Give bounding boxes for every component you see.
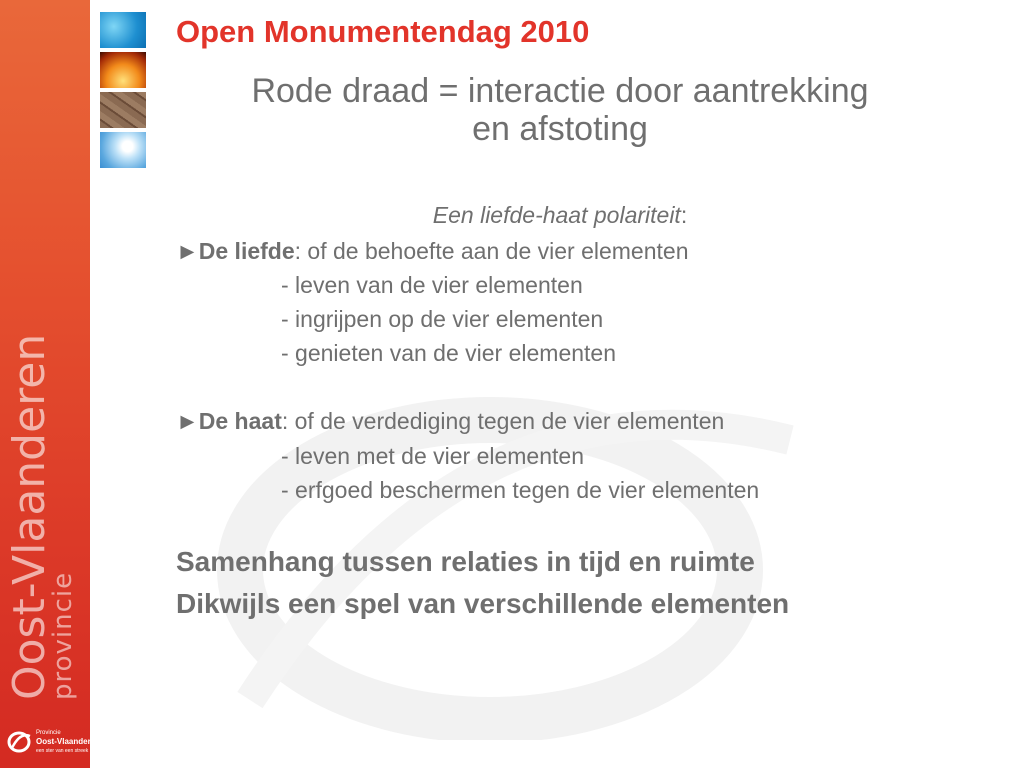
hate-item: - erfgoed beschermen tegen de vier elementen [281,477,760,503]
love-item: - genieten van de vier elementen [281,340,616,366]
love-description: : of de behoefte aan de vier elementen [294,238,689,264]
sidebar-word-oost-vlaanderen: Oost-Vlaanderen [4,333,55,700]
love-heading [176,238,688,265]
logo-line-1: Provincie [36,730,61,736]
logo-swirl-icon [6,728,34,756]
subtitle-line-1: Rode draad = interactie door aantrekking [251,72,869,110]
slide-subtitle [160,72,960,148]
logo-line-2: Oost-Vlaanderen [36,737,101,746]
fire-thumbnail [100,52,146,88]
love-item: - leven van de vier elementen [281,272,583,298]
polarity-colon: : [680,202,688,228]
love-arrow-icon: ► [176,238,199,264]
love-item: - ingrijpen op de vier elementen [281,306,604,332]
love-label: De liefde [198,238,295,264]
sidebar-brand-bar [0,0,101,768]
hate-description: : of de verdediging tegen de vier elementen [281,408,725,434]
sidebar-word-provincie: provincie [48,571,78,700]
hate-arrow-icon: ► [176,408,199,434]
polarity-italic-text: Een liefde-haat polariteit [432,202,681,228]
hate-heading [176,408,724,435]
subtitle-line-2: en afstoting [472,110,648,148]
slide-title: Open Monumentendag 2010 [176,14,590,49]
air-thumbnail [100,132,146,168]
earth-thumbnail [100,92,146,128]
hate-item: - leven met de vier elementen [281,443,584,469]
hate-label: De haat [198,408,282,434]
water-thumbnail [100,12,146,48]
closing-statement-2: Dikwijls een spel van verschillende elementen [176,588,790,619]
logo-line-3: een ster van een streek [36,748,89,754]
province-logo [6,728,101,758]
closing-statement-1: Samenhang tussen relaties in tijd en ruimte [176,546,755,577]
polarity-heading [160,202,960,229]
